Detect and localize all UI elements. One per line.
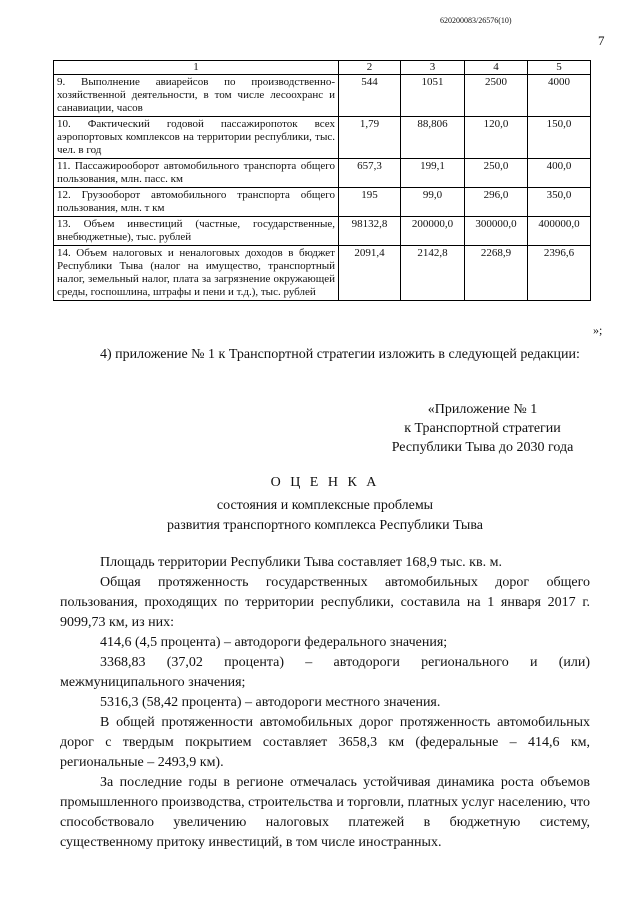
appendix-line: Республики Тыва до 2030 года [391,440,574,455]
appendix-line: к Транспортной стратегии [404,421,561,436]
table-cell: 88,806 [401,117,465,159]
table-header-cell: 1 [54,61,339,75]
table-cell: 98132,8 [339,217,401,246]
paragraph: За последние годы в регионе отмечалась устойчивая динамика роста объемов промышленного производства, строительства и торговли, платных услуг населению, что способствовало увеличению налоговых платежей в бюджетную систему, существенному притоку инвестиций, в том числе иностранных. [60,775,590,850]
amendment-paragraph: 4) приложение № 1 к Транспортной стратегии изложить в следующей редакции: [100,347,580,362]
table-cell: 99,0 [401,188,465,217]
body-text [60,553,590,853]
table-cell: 350,0 [528,188,591,217]
table-cell: 250,0 [465,159,528,188]
table-cell: 2396,6 [528,246,591,301]
table-cell: 300000,0 [465,217,528,246]
table-header-cell: 5 [528,61,591,75]
row-label: 12. Грузооборот автомобильного транспорта общего пользования, млн. т км [54,188,339,217]
document-id: 620200083/26576(10) [440,16,512,25]
table-header-cell: 3 [401,61,465,75]
table-header-cell: 2 [339,61,401,75]
table-cell: 2268,9 [465,246,528,301]
row-label: 13. Объем инвестиций (частные, государственные, внебюджетные), тыс. рублей [54,217,339,246]
table-cell: 657,3 [339,159,401,188]
paragraph: 3368,83 (37,02 процента) – автодороги регионального и (или) межмуниципального значения; [60,655,590,690]
table-cell: 150,0 [528,117,591,159]
paragraph: Площадь территории Республики Тыва составляет 168,9 тыс. кв. м. [100,555,502,570]
table-cell: 2091,4 [339,246,401,301]
table-row [54,217,591,246]
table-row [54,75,591,117]
table-closing-quote: »; [593,323,603,337]
section-title [60,473,590,536]
paragraph: 5316,3 (58,42 процента) – автодороги местного значения. [100,695,441,710]
table-row [54,159,591,188]
paragraph: Общая протяженность государственных автомобильных дорог общего пользования, проходящих по территории республики, составила на 1 января 2017 г. 9099,73 км, из них: [60,575,590,630]
table-header-row [54,61,591,75]
section-title-main: О Ц Е Н К А [270,475,380,490]
table-cell: 195 [339,188,401,217]
indicators-table [53,60,591,301]
table-cell: 199,1 [401,159,465,188]
table-cell: 1051 [401,75,465,117]
table-row [54,117,591,159]
table-cell: 120,0 [465,117,528,159]
table-header-cell: 4 [465,61,528,75]
section-subtitle: состояния и комплексные проблемы [216,498,434,513]
table-row [54,246,591,301]
table-cell: 400000,0 [528,217,591,246]
table-cell: 544 [339,75,401,117]
table-cell: 200000,0 [401,217,465,246]
row-label: 10. Фактический годовой пассажиропоток всех аэропортовых комплексов на территории республики, тыс. чел. в год [54,117,339,159]
table-cell: 296,0 [465,188,528,217]
row-label: 9. Выполнение авиарейсов по производственно-хозяйственной деятельности, в том числе лесоохранс и санавиации, часов [54,75,339,117]
table-cell: 2142,8 [401,246,465,301]
paragraph: В общей протяженности автомобильных дорог протяженность автомобильных дорог с твердым покрытием составляет 3658,3 км (федеральные – 414,6 км, региональные – 2493,9 км). [60,715,590,770]
table-row [54,188,591,217]
appendix-header [380,400,585,457]
table-cell: 2500 [465,75,528,117]
table-cell: 400,0 [528,159,591,188]
page-number: 7 [598,33,605,48]
section-subtitle: развития транспортного комплекса Республики Тыва [167,518,483,533]
table-cell: 1,79 [339,117,401,159]
row-label: 14. Объем налоговых и неналоговых доходов в бюджет Республики Тыва (налог на имущество, транспортный налог, земельный налог, плата за загрязнение окружающей среды, госпошлина, штрафы и пени и т.д.), тыс. рублей [54,246,339,301]
row-label: 11. Пассажирооборот автомобильного транспорта общего пользования, млн. пасс. км [54,159,339,188]
appendix-line: «Приложение № 1 [427,402,538,417]
table-cell: 4000 [528,75,591,117]
paragraph: 414,6 (4,5 процента) – автодороги федерального значения; [100,635,448,650]
